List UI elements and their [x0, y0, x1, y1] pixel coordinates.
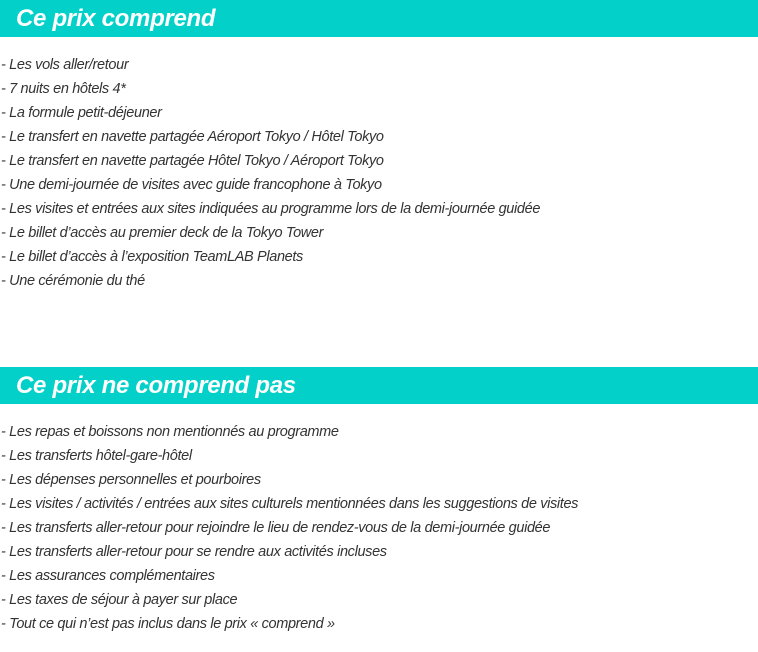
list-item: - Le billet d’accès au premier deck de la Tokyo Tower	[1, 225, 324, 241]
list-item: - Le transfert en navette partagée Hôtel Tokyo / Aéroport Tokyo	[1, 153, 384, 169]
included-items-list	[0, 53, 540, 293]
list-item: - Une cérémonie du thé	[1, 273, 145, 289]
list-item: - Les assurances complémentaires	[1, 568, 215, 584]
list-item: - Tout ce qui n’est pas inclus dans le prix « comprend »	[1, 616, 335, 632]
list-item: - Les transferts aller-retour pour rejoindre le lieu de rendez-vous de la demi-journée guidée	[1, 520, 551, 536]
list-item: - Les transferts hôtel-gare-hôtel	[1, 448, 192, 464]
list-item: - Les visites / activités / entrées aux sites culturels mentionnées dans les suggestions de visites	[1, 496, 579, 512]
excluded-section-title: Ce prix ne comprend pas	[0, 367, 758, 404]
list-item: - Le transfert en navette partagée Aéroport Tokyo / Hôtel Tokyo	[1, 129, 384, 145]
list-item: - Les dépenses personnelles et pourboires	[1, 472, 261, 488]
list-item: - Les vols aller/retour	[1, 57, 129, 73]
list-item: - La formule petit-déjeuner	[1, 105, 162, 121]
list-item: - Les transferts aller-retour pour se rendre aux activités incluses	[1, 544, 387, 560]
list-item: - Les taxes de séjour à payer sur place	[1, 592, 238, 608]
excluded-items-list	[0, 420, 578, 636]
list-item: - Le billet d’accès à l’exposition TeamLAB Planets	[1, 249, 303, 265]
list-item: - 7 nuits en hôtels 4*	[1, 81, 126, 97]
list-item: - Les visites et entrées aux sites indiquées au programme lors de la demi-journée guidée	[1, 201, 541, 217]
list-item: - Une demi-journée de visites avec guide francophone à Tokyo	[1, 177, 382, 193]
included-section-title: Ce prix comprend	[0, 0, 758, 37]
list-item: - Les repas et boissons non mentionnés au programme	[1, 424, 339, 440]
